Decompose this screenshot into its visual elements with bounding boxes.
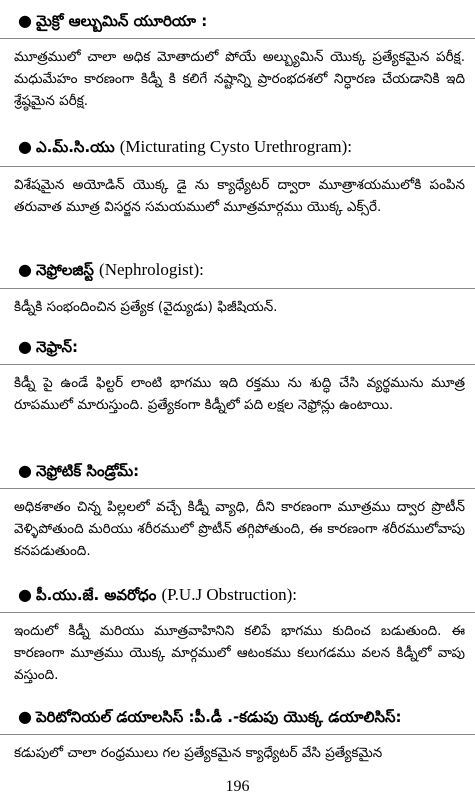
divider [0,364,475,365]
heading-english: (P.U.J Obstruction): [161,585,297,604]
heading-telugu: మైక్రో ఆల్బుమిన్ యూరియా : [36,12,208,30]
section-body: అధికశాతం చిన్న పిల్లలలో వచ్చే కిడ్నీ వ్యాధి, దీని కారణంగా మూత్రము ద్వార ప్రొటీన్ వెళ్ళిపోతుంది మరియు శరీరములో ప్రొటీన్ తగ్గిపోతుంది, ఈ కారణంగా శరీరములోవాపు కనపడుతుంది. [14,499,465,559]
section-body: ఇందులో కిడ్నీ మరియు మూత్రవాహినిని కలిపే భాగము కుదించ బడుతుంది. ఈ కారణంగా మూత్రము యొక్క మార్గములో ఆటంకము కలుగడము వలన కిడ్నీలో వాపు వస్తుంది. [14,623,465,683]
divider [0,612,475,613]
bullet-icon: ● [18,260,32,279]
page-number: 196 [225,778,250,795]
heading-telugu: ఎ.మ్.సి.యు [36,138,115,156]
section-body: కిడ్నీకి సంభందించిన ప్రత్యేక (వైద్యుడు) ఫిజీషియన్. [14,299,278,315]
heading-english: (Micturating Cysto Urethrogram): [119,137,353,156]
section-heading [18,136,467,158]
heading-telugu: నెఫ్రోటిక్ సిండ్రోమ్: [36,462,140,480]
section-body: కిడ్నీ పై ఉండే ఫిల్టర్ లాంటి భాగము ఇది రక్తము ను శుద్ధి చేసి వ్యర్థమును మూత్ర రూపములో మారుస్తుంది. ప్రత్యేకంగా కిడ్నీలో పది లక్షల నెఫ్రోన్లు ఉంటాయి. [14,375,465,413]
section-heading [18,460,467,482]
section-body: కడుపులో చాలా రంధ్రములు గల ప్రత్యేకమైన క్యాధ్యేటర్ వేసి ప్రత్యేకమైన [14,745,383,761]
section-body: విశేషమైన అయోడిన్ యొక్క డై ను క్యాధ్యేటర్ ద్వారా మూత్రాశయములోకి పంపిన తరువాత మూత్ర విసర్జన సమయములో మూత్రమార్గము యొక్క ఎక్స్‌రే. [14,177,465,215]
divider [0,488,475,489]
section-heading [18,10,467,32]
bullet-icon: ● [18,585,32,604]
section-heading [18,584,467,606]
divider [0,288,475,289]
section-heading [18,336,467,358]
heading-english: (Nephrologist): [99,260,204,279]
bullet-icon: ● [18,137,32,156]
heading-telugu: నెఫ్రాన్: [36,338,78,356]
divider [0,166,475,167]
divider [0,734,475,735]
bullet-icon: ● [18,337,32,356]
heading-telugu: నెఫ్రోలజిస్ట్ [36,261,94,279]
heading-telugu: పెరిటోనియల్ డయాలసిస్ :పీ.డీ .-కడుపు యొక్క డయాలిసిస్: [36,708,402,726]
bullet-icon: ● [18,461,32,480]
section-heading [18,706,467,728]
divider [0,38,475,39]
bullet-icon: ● [18,707,32,726]
heading-telugu: పీ.యు.జే. అవరోధం [36,586,157,604]
section-body: మూత్రములో చాలా అధిక మోతాదులో పోయే అల్బ్యుమిన్ యొక్క ప్రత్యేకమైన పరీక్ష. మధుమేహం కారణంగా కిడ్నీ కి కలిగే నష్టాన్ని ప్రారంభదశలో నిర్ధారణ చేయడానికి ఇది శ్రేష్ఠమైన పరీక్ష. [14,49,465,109]
bullet-icon: ● [18,11,32,30]
section-heading [18,259,467,281]
